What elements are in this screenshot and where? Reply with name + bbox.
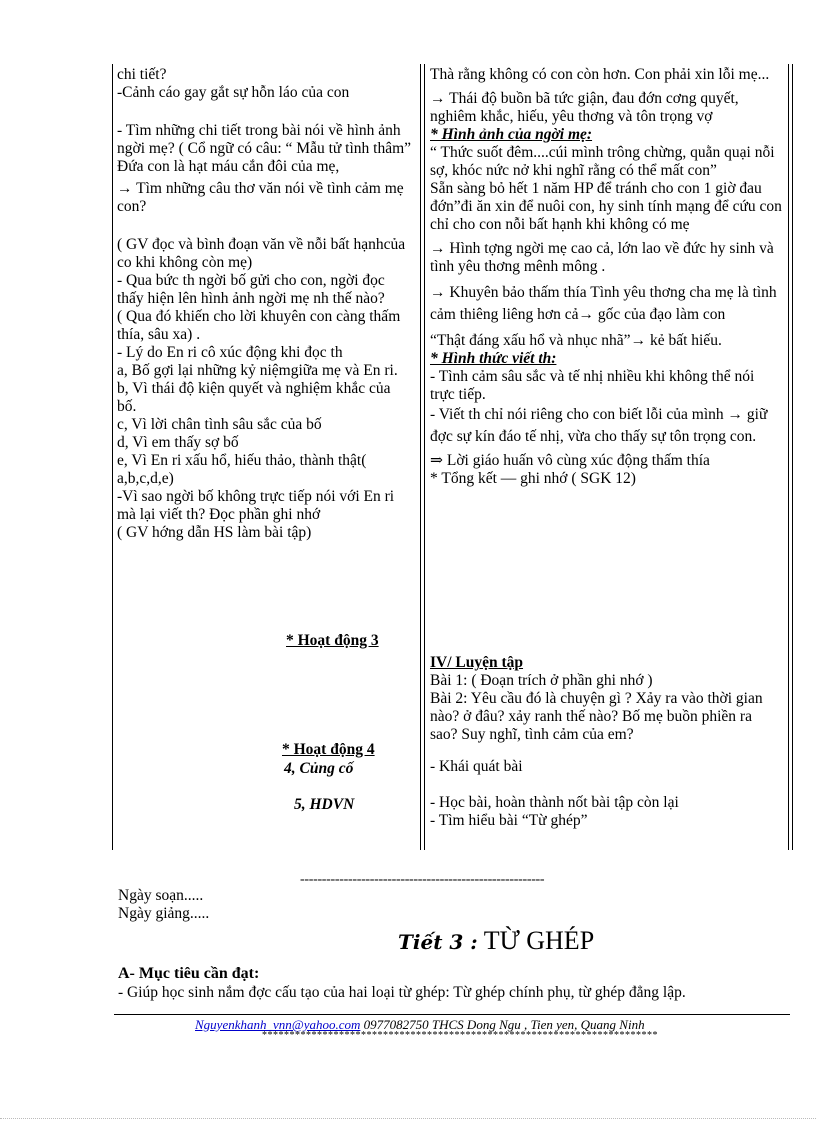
left-line: b, Vì thái độ kiện quyết và nghiệm khắc của bố.: [117, 380, 391, 415]
footer-info: 0977082750 THCS Dong Ngu , Tien yen, Quang Ninh: [360, 1017, 645, 1032]
date-prepared: Ngày soạn.....: [118, 887, 204, 904]
right-line: [430, 404, 782, 448]
table-right-border: [788, 64, 789, 850]
left-line: d, Vì em thấy sợ bố: [117, 434, 239, 451]
left-line: -Cảnh cáo gay gắt sự hỗn láo của con: [117, 84, 350, 101]
table-middle-border-2: [424, 64, 425, 850]
right-line: - Học bài, hoàn thành nốt bài tập còn lại: [430, 794, 679, 811]
activity-4-heading: * Hoạt động 4: [282, 741, 375, 758]
left-line: [117, 180, 413, 216]
right-line: Sẵn sàng bỏ hết 1 năm HP để tránh cho con 1 giờ đau đớn”đi ăn xin để nuôi con, hy sinh tính mạng để cứu con chỉ cho con nỗi bất hạnh khi không có mẹ: [430, 180, 782, 233]
lesson-number: Tiết 3 :: [398, 930, 478, 954]
left-line: -Vì sao ngời bố không trực tiếp nói với En ri mà lại viết th? Đọc phần ghi nhớ: [117, 488, 395, 523]
table-right-border-2: [792, 64, 793, 850]
right-line-text: Thái độ buồn bã tức giận, đau đớn cơng quyết, nghiêm khắc, hiếu, yêu thơng và tôn trọng vợ: [430, 90, 739, 125]
email-link[interactable]: Nguyenkhanh_vnn@yahoo.com: [195, 1017, 361, 1032]
objectives-heading: A- Mục tiêu cần đạt:: [118, 965, 260, 982]
objectives-text: - Giúp học sinh nắm đợc cấu tạo của hai loại từ ghép: Từ ghép chính phụ, từ ghép đẳng lập.: [118, 984, 686, 1001]
right-line: Bài 2: Yêu cầu đó là chuyện gì ? Xảy ra vào thời gian nào? ở đâu? xảy ranh thế nào? Bố mẹ buồn phiền ra sao? Suy nghĩ, tình cảm của em?: [430, 690, 763, 743]
left-line: c, Vì lời chân tình sâu sắc của bố: [117, 416, 322, 433]
left-line: - Lý do En ri cô xúc động khi đọc th: [117, 344, 343, 361]
right-line: [430, 240, 782, 276]
right-column: [430, 66, 782, 488]
arrow-icon: →: [727, 406, 744, 423]
arrow-icon: →: [430, 90, 446, 107]
date-taught: Ngày giảng.....: [118, 905, 210, 922]
right-line-text: gốc của đạo làm con: [597, 306, 726, 323]
right-line: “ Thức suốt đêm....cúi mình trông chừng, quằn quại nỗi sợ, khóc nức nở khi nghĩ rằng có thể mất con”: [430, 144, 775, 179]
right-line-text: “Thật đáng xấu hổ và nhục nhã”: [430, 332, 631, 349]
right-line: [430, 452, 782, 470]
right-line-text: Khuyên bảo thấm thía Tình yêu thơng cha mẹ là tình cảm thiêng liêng hơn cả: [430, 284, 777, 323]
right-line: - Tìm hiểu bài “Từ ghép”: [430, 812, 588, 829]
left-line: - Tìm những chi tiết trong bài nói về hình ảnh ngời mẹ? ( Cổ ngữ có câu: “ Mẫu tử tình thâm” Đứa con là hạt máu cắn đôi của mẹ,: [117, 122, 412, 175]
footer-rule: [114, 1014, 790, 1015]
left-line: ( GV đọc và bình đoạn văn về nỗi bất hạnhcủa co khi không còn mẹ): [117, 236, 406, 271]
lesson-name: TỪ GHÉP: [483, 926, 595, 955]
table-middle-border: [420, 64, 421, 850]
letter-form-heading: * Hình thức viết th:: [430, 350, 557, 367]
right-line: [430, 90, 782, 126]
left-line: ( Qua đó khiến cho lời khuyên con càng thấm thía, sâu xa) .: [117, 308, 401, 343]
practice-section: [430, 654, 782, 830]
left-line: chi tiết?: [117, 66, 167, 83]
right-line-text: Lời giáo huấn vô cùng xúc động thấm thía: [446, 452, 710, 469]
right-line: [430, 282, 782, 326]
right-line: - Khái quát bài: [430, 758, 523, 775]
right-line-text: - Viết th chỉ nói riêng cho con biết lỗi của mình: [430, 406, 724, 423]
right-line: [430, 332, 782, 350]
right-line-text: kẻ bất hiếu.: [649, 332, 722, 349]
consolidation-heading: 4, Củng cố: [284, 760, 354, 777]
arrow-icon: →: [430, 284, 446, 301]
page-bottom-dotted-line: [0, 1118, 816, 1119]
left-line: - Qua bức th ngời bố gửi cho con, ngời đọc thấy hiện lên hình ảnh ngời mẹ nh thế nào?: [117, 272, 385, 307]
mother-image-heading: * Hình ảnh của ngời mẹ:: [430, 126, 593, 143]
right-line: Thà rằng không có con còn hơn. Con phải xin lỗi mẹ...: [430, 66, 770, 83]
footer-stars: ************************************************************************: [262, 1030, 658, 1041]
lesson-title: [398, 926, 594, 956]
arrow-icon: →: [117, 180, 133, 197]
arrow-icon: →: [578, 306, 595, 323]
right-line-text: Hình tợng ngời mẹ cao cả, lớn lao về đức hy sinh và tình yêu thơng mênh mông .: [430, 240, 774, 275]
left-line: e, Vì En ri xấu hổ, hiếu thảo, thành thật( a,b,c,d,e): [117, 452, 367, 487]
left-column: [117, 66, 413, 542]
left-line: a, Bố gợi lại những kỷ niệmgiữa mẹ và En ri.: [117, 362, 398, 379]
right-line: * Tổng kết — ghi nhớ ( SGK 12): [430, 470, 636, 487]
activity-3-heading: * Hoạt động 3: [286, 632, 379, 649]
table-left-border: [112, 64, 113, 850]
arrow-icon: →: [430, 240, 446, 257]
left-line-text: Tìm những câu thơ văn nói về tình cảm mẹ con?: [117, 180, 404, 215]
separator: --------------------------------------------------------: [300, 872, 545, 887]
right-line-text: giữ đợc sự kín đáo tế nhị, vừa cho thấy sự tôn trọng con.: [430, 406, 768, 445]
practice-heading: IV/ Luyện tập: [430, 654, 524, 671]
right-line: - Tình cảm sâu sắc và tế nhị nhiều khi không thể nói trực tiếp.: [430, 368, 755, 403]
homework-heading: 5, HDVN: [294, 796, 355, 813]
right-line: Bài 1: ( Đoạn trích ở phần ghi nhớ ): [430, 672, 653, 689]
arrow-icon: →: [630, 332, 647, 349]
left-line: ( GV hớng dẫn HS làm bài tập): [117, 524, 312, 541]
double-arrow-icon: ⇒: [430, 452, 443, 469]
